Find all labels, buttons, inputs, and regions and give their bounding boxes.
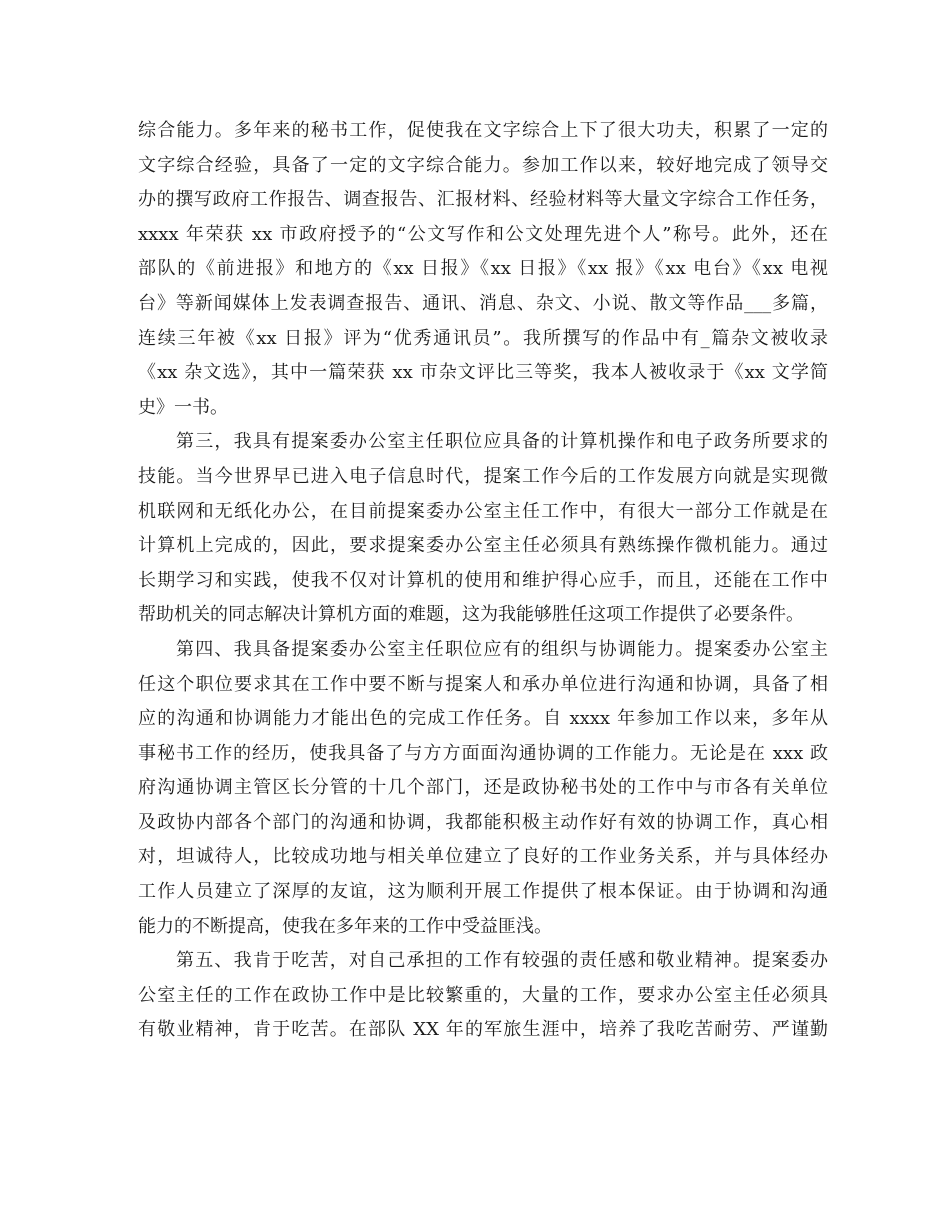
text-line: 技能。当今世界早已进入电子信息时代，提案工作今后的工作发展方向就是实现微 — [138, 465, 828, 487]
text-line: 府沟通协调主管区长分管的十几个部门，还是政协秘书处的工作中与市各有关单位 — [138, 777, 828, 799]
text-line: 史》一书。 — [138, 396, 228, 418]
text-line: 长期学习和实践，使我不仅对计算机的使用和维护得心应手，而且，还能在工作中 — [138, 569, 828, 591]
text-line: 事秘书工作的经历，使我具备了与方方面面沟通协调的工作能力。无论是在 xxx 政 — [138, 742, 828, 764]
text-line: 办的撰写政府工作报告、调查报告、汇报材料、经验材料等大量文字综合工作任务， — [138, 189, 828, 211]
text-line: 部队的《前进报》和地方的《xx 日报》《xx 日报》《xx 报》《xx 电台》《xx 电视 — [138, 258, 828, 280]
text-line: 任这个职位要求其在工作中要不断与提案人和承办单位进行沟通和协调，具备了相 — [138, 673, 828, 695]
text-line: 台》等新闻媒体上发表调查报告、通讯、消息、杂文、小说、散文等作品___多篇， — [138, 292, 828, 314]
text-line: 工作人员建立了深厚的友谊，这为顺利开展工作提供了根本保证。由于协调和沟通 — [138, 881, 828, 903]
text-line: 第五、我肯于吃苦，对自己承担的工作有较强的责任感和敬业精神。提案委办 — [176, 950, 828, 972]
text-line: 第四、我具备提案委办公室主任职位应有的组织与协调能力。提案委办公室主 — [176, 638, 828, 660]
text-line: 计算机上完成的，因此，要求提案委办公室主任必须具有熟练操作微机能力。通过 — [138, 535, 828, 557]
text-line: 文字综合经验，具备了一定的文字综合能力。参加工作以来，较好地完成了领导交 — [138, 154, 828, 176]
text-line: 应的沟通和协调能力才能出色的完成工作任务。自 xxxx 年参加工作以来，多年从 — [138, 708, 828, 730]
paragraph — [138, 944, 828, 1048]
paragraph — [138, 114, 828, 425]
text-line: 帮助机关的同志解决计算机方面的难题，这为我能够胜任这项工作提供了必要条件。 — [138, 604, 804, 626]
text-line: 《xx 杂文选》，其中一篇荣获 xx 市杂文评比三等奖，我本人被收录于《xx 文学简 — [138, 362, 828, 384]
text-line: 及政协内部各个部门的沟通和协调，我都能积极主动作好有效的协调工作，真心相 — [138, 811, 828, 833]
text-line: 有敬业精神，肯于吃苦。在部队 XX 年的军旅生涯中，培养了我吃苦耐劳、严谨勤 — [138, 1019, 828, 1041]
text-line: 综合能力。多年来的秘书工作，促使我在文字综合上下了很大功夫，积累了一定的 — [138, 120, 828, 141]
text-line: 连续三年被《xx 日报》评为“优秀通讯员”。我所撰写的作品中有_篇杂文被收录 — [138, 327, 828, 349]
text-line: 机联网和无纸化办公，在目前提案委办公室主任工作中，有很大一部分工作就是在 — [138, 500, 828, 522]
text-line: xxxx 年荣获 xx 市政府授予的“公文写作和公文处理先进个人”称号。此外，还在 — [138, 223, 828, 245]
paragraph — [138, 633, 828, 944]
text-line: 能力的不断提高，使我在多年来的工作中受益匪浅。 — [138, 915, 552, 937]
text-line: 对，坦诚待人，比较成功地与相关单位建立了良好的工作业务关系，并与具体经办 — [138, 846, 828, 868]
paragraph — [138, 425, 828, 633]
document-body — [138, 114, 828, 1048]
text-line: 第三，我具有提案委办公室主任职位应具备的计算机操作和电子政务所要求的 — [176, 431, 828, 453]
text-line: 公室主任的工作在政协工作中是比较繁重的，大量的工作，要求办公室主任必须具 — [138, 984, 828, 1006]
